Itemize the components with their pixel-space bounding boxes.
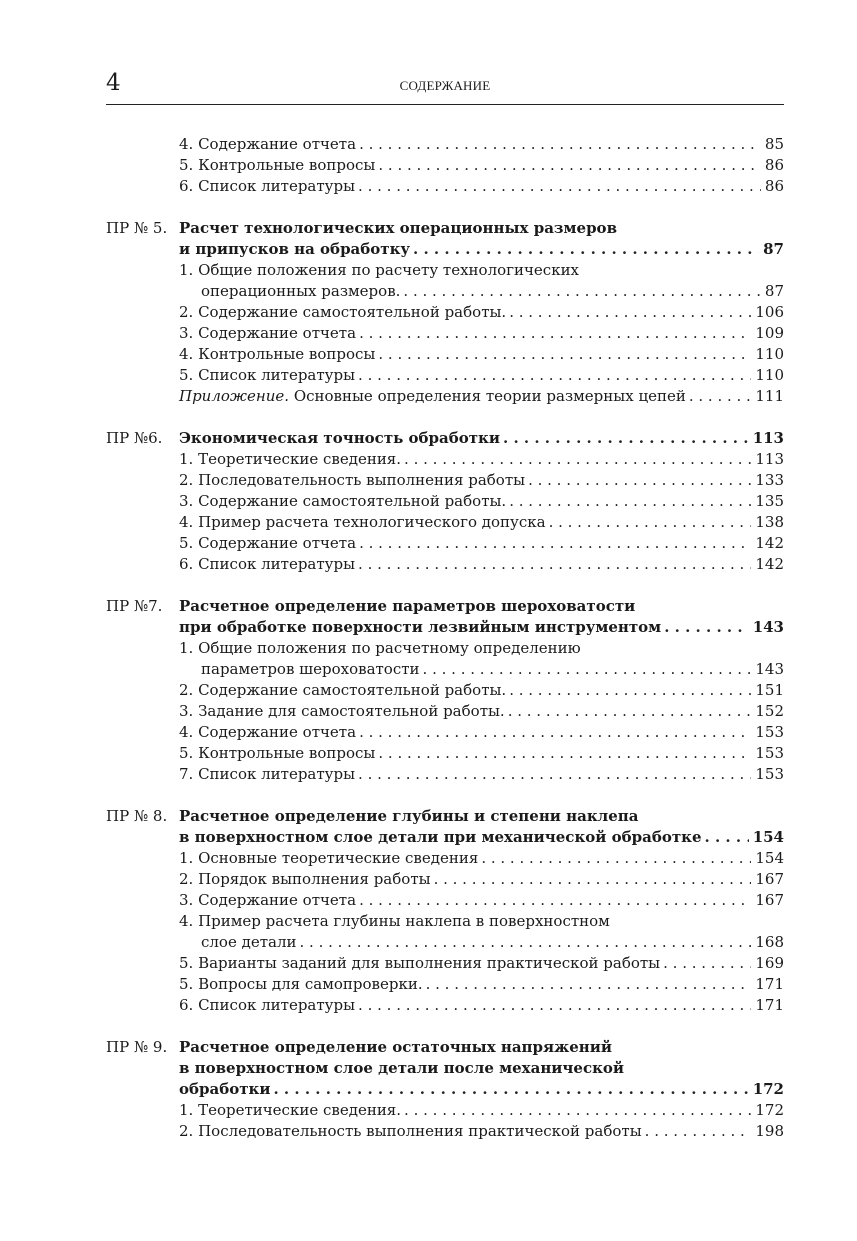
- leader-dots: [434, 869, 752, 890]
- page-ref: 143: [752, 618, 784, 636]
- toc-entry-cont[interactable]: [201, 932, 784, 953]
- page-ref: 167: [755, 870, 784, 888]
- page-ref: 168: [755, 933, 784, 951]
- leader-dots: [358, 365, 751, 386]
- toc-entry[interactable]: [179, 365, 784, 386]
- page-ref: 87: [763, 240, 784, 258]
- page-ref: 154: [755, 849, 784, 867]
- entry-title: 4. Пример расчета технологического допуска: [179, 513, 546, 531]
- entry-title: Приложение. Основные определения теории размерных цепей: [179, 387, 686, 405]
- chapter-heading-cont[interactable]: [179, 239, 784, 260]
- toc-entry[interactable]: 1. Общие положения по расчетному определению: [179, 639, 581, 657]
- page-ref: 86: [764, 156, 784, 174]
- entry-title: 4. Контрольные вопросы: [179, 345, 376, 363]
- chapter-title: Расчетное определение глубины и степени наклепа: [179, 807, 639, 825]
- chapter-number: ПР №6.: [106, 429, 163, 447]
- leader-dots: [509, 680, 751, 701]
- chapter-heading[interactable]: [106, 806, 784, 827]
- toc-entry[interactable]: [179, 533, 784, 554]
- toc-entry-cont[interactable]: [201, 281, 784, 302]
- entry-title: 3. Содержание самостоятельной работы.: [179, 492, 507, 510]
- leader-dots: [508, 701, 752, 722]
- page-ref: 87: [764, 282, 784, 300]
- leader-dots: [358, 554, 751, 575]
- leader-dots: [358, 995, 751, 1016]
- leader-dots: [359, 533, 751, 554]
- leader-dots: [503, 428, 749, 449]
- toc-appendix[interactable]: [179, 386, 784, 407]
- entry-title: обработки: [179, 1080, 271, 1098]
- leader-dots: [413, 239, 759, 260]
- toc-entry[interactable]: [179, 722, 784, 743]
- chapter-heading-cont[interactable]: в поверхностном слое детали после механической: [179, 1059, 625, 1077]
- entry-title: 5. Варианты заданий для выполнения практической работы: [179, 954, 661, 972]
- leader-dots: [300, 932, 752, 953]
- toc-entry[interactable]: [179, 848, 784, 869]
- chapter-title: Расчетное определение параметров шероховатости: [179, 597, 636, 615]
- entry-title: 5. Контрольные вопросы: [179, 156, 376, 174]
- toc-entry[interactable]: [179, 302, 784, 323]
- entry-title: 5. Содержание отчета: [179, 534, 357, 552]
- running-title: СОДЕРЖАНИЕ: [399, 78, 491, 93]
- leader-dots: [404, 1100, 751, 1121]
- toc-entry[interactable]: [179, 974, 784, 995]
- toc-entry[interactable]: [179, 155, 784, 176]
- leader-dots: [645, 1121, 752, 1142]
- chapter-heading-cont[interactable]: [179, 1079, 784, 1100]
- entry-title: 4. Содержание отчета: [179, 723, 357, 741]
- toc-entry[interactable]: [179, 449, 784, 470]
- chapter-title: Экономическая точность обработки: [179, 429, 500, 447]
- page-header: [106, 66, 784, 105]
- entry-title: 2. Порядок выполнения работы: [179, 870, 431, 888]
- entry-title: 1. Теоретические сведения.: [179, 450, 402, 468]
- leader-dots: [528, 470, 751, 491]
- page-ref: 106: [755, 303, 784, 321]
- page-ref: 167: [755, 891, 784, 909]
- page-ref: 135: [755, 492, 784, 510]
- page-ref: 198: [755, 1122, 784, 1140]
- entry-title: 2. Содержание самостоятельной работы.: [179, 681, 507, 699]
- entry-title: при обработке поверхности лезвийным инструментом: [179, 618, 662, 636]
- page-ref: 113: [755, 450, 784, 468]
- toc-entry[interactable]: [179, 470, 784, 491]
- page-ref: 153: [755, 723, 784, 741]
- toc-chapter-8: [106, 806, 784, 1016]
- chapter-title: Расчет технологических операционных размеров: [179, 219, 617, 237]
- toc-entry[interactable]: [179, 995, 784, 1016]
- table-of-contents: [106, 134, 784, 1163]
- toc-entry[interactable]: 1. Общие положения по расчету технологических: [179, 261, 580, 279]
- page-ref: 152: [755, 702, 784, 720]
- entry-title: 4. Содержание отчета: [179, 135, 357, 153]
- chapter-heading[interactable]: [106, 218, 784, 239]
- entry-title: 3. Содержание отчета: [179, 324, 357, 342]
- toc-entry[interactable]: [179, 680, 784, 701]
- leader-dots: [663, 953, 751, 974]
- chapter-heading[interactable]: [106, 428, 784, 449]
- page-ref: 86: [764, 177, 784, 195]
- entry-title: 6. Список литературы: [179, 996, 356, 1014]
- toc-entry[interactable]: [179, 701, 784, 722]
- page-ref: 153: [755, 765, 784, 783]
- page-ref: 113: [752, 429, 784, 447]
- entry-title: 5. Контрольные вопросы: [179, 744, 376, 762]
- page-ref: 154: [752, 828, 784, 846]
- page-ref: 109: [755, 324, 784, 342]
- toc-entry[interactable]: [179, 554, 784, 575]
- page-ref: 138: [755, 513, 784, 531]
- page-ref: 172: [752, 1080, 784, 1098]
- page-ref: 133: [755, 471, 784, 489]
- page-ref: 151: [755, 681, 784, 699]
- entry-title: 2. Содержание самостоятельной работы.: [179, 303, 507, 321]
- chapter-heading-cont[interactable]: [179, 827, 784, 848]
- leader-dots: [378, 155, 761, 176]
- page-number: 4: [106, 70, 121, 96]
- leader-dots: [403, 281, 761, 302]
- page-ref: 153: [755, 744, 784, 762]
- toc-entry[interactable]: [179, 323, 784, 344]
- toc-entry[interactable]: [179, 512, 784, 533]
- leader-dots: [358, 764, 751, 785]
- leader-dots: [509, 302, 751, 323]
- toc-entry[interactable]: [179, 890, 784, 911]
- toc-entry[interactable]: [179, 344, 784, 365]
- entry-title: 1. Теоретические сведения.: [179, 1101, 402, 1119]
- chapter-heading[interactable]: [106, 596, 784, 617]
- entry-title: 5. Вопросы для самопроверки.: [179, 975, 423, 993]
- toc-section-continued: [106, 134, 784, 197]
- leader-dots: [664, 617, 748, 638]
- toc-entry[interactable]: [179, 743, 784, 764]
- chapter-heading-cont[interactable]: [179, 617, 784, 638]
- toc-entry[interactable]: [179, 953, 784, 974]
- leader-dots: [378, 743, 751, 764]
- leader-dots: [358, 176, 761, 197]
- entry-title: 5. Список литературы: [179, 366, 356, 384]
- entry-title: в поверхностном слое детали при механической обработке: [179, 828, 702, 846]
- chapter-number: ПР № 5.: [106, 219, 168, 237]
- leader-dots: [359, 134, 761, 155]
- toc-entry[interactable]: [179, 491, 784, 512]
- leader-dots: [378, 344, 751, 365]
- leader-dots: [359, 722, 751, 743]
- page-ref: 143: [755, 660, 784, 678]
- entry-title: 7. Список литературы: [179, 765, 356, 783]
- entry-title: операционных размеров.: [201, 282, 401, 300]
- toc-entry[interactable]: [179, 764, 784, 785]
- page-ref: 171: [755, 975, 784, 993]
- toc-entry[interactable]: [179, 1121, 784, 1142]
- entry-title: 1. Основные теоретические сведения: [179, 849, 479, 867]
- toc-entry[interactable]: [179, 134, 784, 155]
- leader-dots: [549, 512, 752, 533]
- entry-title: параметров шероховатости: [201, 660, 420, 678]
- entry-title: и припусков на обработку: [179, 240, 411, 258]
- leader-dots: [481, 848, 751, 869]
- page-ref: 85: [764, 135, 784, 153]
- page-ref: 142: [755, 534, 784, 552]
- entry-title: 6. Список литературы: [179, 555, 356, 573]
- toc-entry[interactable]: 4. Пример расчета глубины наклепа в поверхностном: [179, 912, 610, 930]
- entry-title: 3. Задание для самостоятельной работы.: [179, 702, 505, 720]
- leader-dots: [423, 659, 752, 680]
- entry-title: 6. Список литературы: [179, 177, 356, 195]
- leader-dots: [273, 1079, 748, 1100]
- chapter-number: ПР № 8.: [106, 807, 168, 825]
- leader-dots: [689, 386, 752, 407]
- chapter-title: Расчетное определение остаточных напряжений: [179, 1038, 613, 1056]
- toc-chapter-9: [106, 1037, 784, 1142]
- leader-dots: [359, 890, 751, 911]
- leader-dots: [705, 827, 749, 848]
- entry-title: 2. Последовательность выполнения практической работы: [179, 1122, 642, 1140]
- toc-chapter-6: [106, 428, 784, 575]
- leader-dots: [359, 323, 751, 344]
- page-ref: 172: [755, 1101, 784, 1119]
- page-ref: 171: [755, 996, 784, 1014]
- toc-chapter-5: [106, 218, 784, 407]
- entry-title: слое детали: [201, 933, 297, 951]
- leader-dots: [509, 491, 751, 512]
- page-ref: 110: [755, 345, 784, 363]
- chapter-number: ПР № 9.: [106, 1038, 168, 1056]
- entry-title: 2. Последовательность выполнения работы: [179, 471, 526, 489]
- entry-title: 3. Содержание отчета: [179, 891, 357, 909]
- leader-dots: [404, 449, 751, 470]
- toc-entry[interactable]: [179, 869, 784, 890]
- toc-entry-cont[interactable]: [201, 659, 784, 680]
- page-ref: 142: [755, 555, 784, 573]
- chapter-number: ПР №7.: [106, 597, 163, 615]
- page-ref: 110: [755, 366, 784, 384]
- toc-entry[interactable]: [179, 1100, 784, 1121]
- toc-chapter-7: [106, 596, 784, 785]
- page-ref: 169: [755, 954, 784, 972]
- page-ref: 111: [755, 387, 784, 405]
- chapter-heading[interactable]: [106, 1037, 784, 1058]
- leader-dots: [426, 974, 752, 995]
- toc-entry[interactable]: [179, 176, 784, 197]
